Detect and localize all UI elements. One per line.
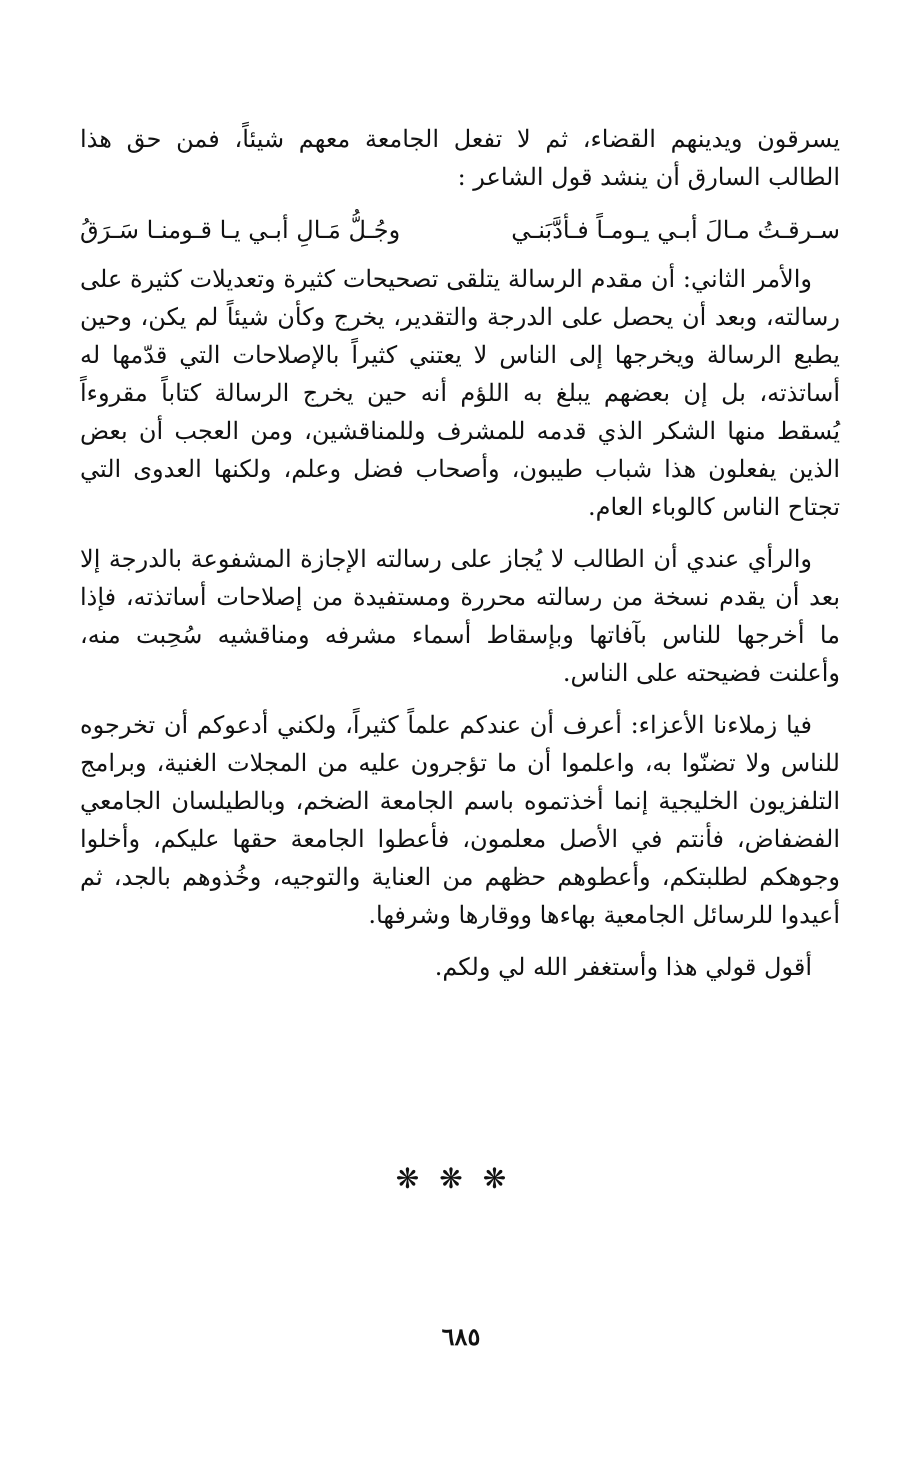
paragraph-5-closing: أقول قولي هذا وأستغفر الله لي ولكم. <box>434 953 812 981</box>
paragraph-3: والرأي عندي أن الطالب لا يُجاز على رسالته الإجازة المشفوعة بالدرجة إلا بعد أن يقدم نسخة من رسالته محررة ومستفيدة من إصلاحات أساتذته، فإذا ما أخرجها للناس بآفاتها وبإسقاط أسماء مشرفه ومناقشيه سُحِبت منه، وأعلنت فضيحته على الناس. <box>80 545 840 687</box>
page-number: ٦٨٥ <box>441 1322 481 1351</box>
verse-first-hemistich: سـرقـتُ مـالَ أبـي يـومـاً فـأدَّبَنـي <box>511 216 840 244</box>
page-body <box>80 120 840 986</box>
paragraph-2: والأمر الثاني: أن مقدم الرسالة يتلقى تصحيحات كثيرة وتعديلات كثيرة على رسالته، وبعد أن يحصل على الدرجة والتقدير، يخرج وكأن شيئاً لم يكن، وحين يطبع الرسالة ويخرجها إلى الناس لا يعتني كثيراً بالإصلاحات التي قدّمها له أساتذته، بل إن بعضهم يبلغ به اللؤم أنه حين يخرج الرسالة كتاباً مقروءاً يُسقط منها الشكر الذي قدمه للمشرف وللمناقشين، ومن العجب أن بعض الذين يفعلون هذا شباب طيبون، وأصحاب فضل وعلم، ولكنها العدوى التي تجتاح الناس كالوباء العام. <box>80 265 840 521</box>
paragraph-1: يسرقون ويدينهم القضاء، ثم لا تفعل الجامعة معهم شيئاً، فمن حق هذا الطالب السارق أن ينشد قول الشاعر : <box>80 125 840 191</box>
verse-second-hemistich: وجُـلُّ مَـالِ أبـي يـا قـومنـا سَـرَقُ <box>80 216 401 244</box>
paragraph-4: فيا زملاءنا الأعزاء: أعرف أن عندكم علماً كثيراً، ولكني أدعوكم أن تخرجوه للناس ولا تضنّوا به، واعلموا أن ما تؤجرون عليه من المجلات الغنية، وبرامج التلفزيون الخليجية إنما أخذتموه باسم الجامعة الضخم، وبالطيلسان الجامعي الفضفاض، فأنتم في الأصل معلمون، فأعطوا الجامعة حقها عليكم، وأخلوا وجوهكم لطلبتكم، وأعطوهم حظهم من العناية والتوجيه، وخُذوهم بالجد، ثم أعيدوا للرسائل الجامعية بهاءها ووقارها وشرفها. <box>80 711 840 929</box>
poem-verse <box>80 210 840 250</box>
section-separator-stars: ❋❋❋ <box>395 1162 527 1195</box>
